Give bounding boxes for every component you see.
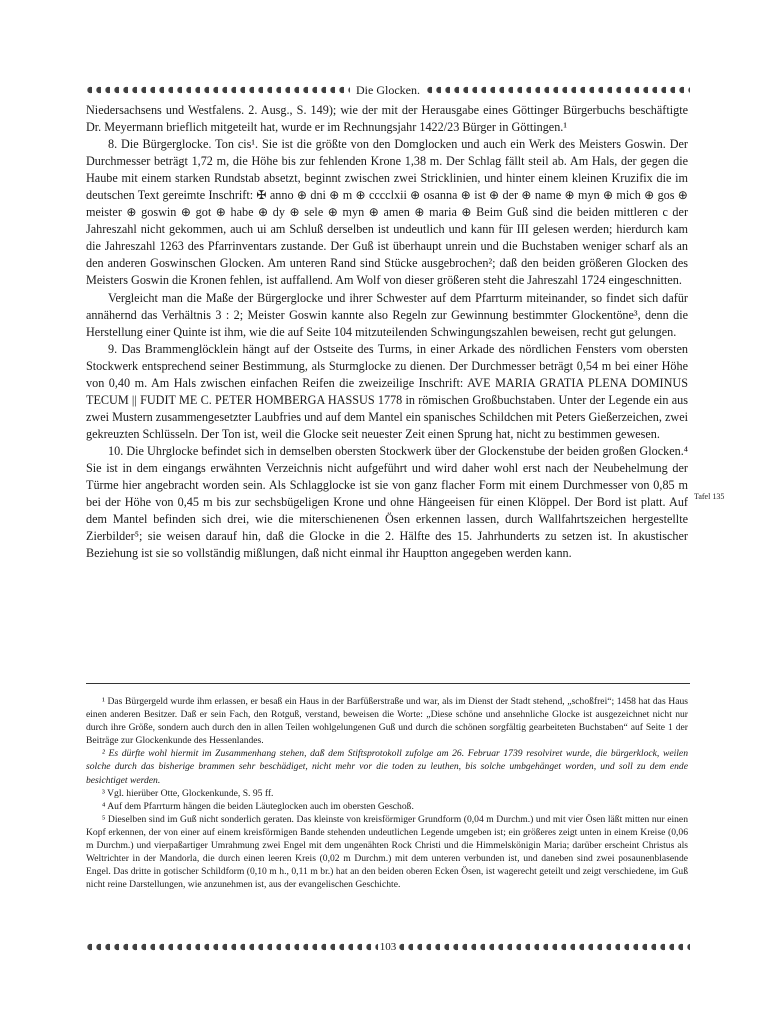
paragraph-buergerglocke: 8. Die Bürgerglocke. Ton cis¹. Sie ist die größte von den Domglocken und auch ein Werk des Meisters Goswin. Der Durchmesser beträgt 1,72 m, die Höhe bis zur fehlenden Krone 1,38 m. Der Schlag fällt steil ab. Am Hals, der gegen die Haube mit einem starken Rundstab absetzt, beginnt zwischen zwei Stricklinien, und hinter einem kleinen Kruzifix die im deutschen Text gereimte Inschrift: ✠ anno ⊕ dni ⊕ m ⊕ cccclxii ⊕ osanna ⊕ ist ⊕ der ⊕ name ⊕ myn ⊕ mich ⊕ gos ⊕ meister ⊕ goswin ⊕ got ⊕ habe ⊕ dy ⊕ sele ⊕ myn ⊕ amen ⊕ maria ⊕ Beim Guß sind die beiden mittleren c der Jahreszahl nicht gekommen, auch ui am Schluß derselben ist undeutlich und kann für III gelesen werden; hierdurch kam die Jahreszahl 1263 des Pfarrinventars zustande. Der Guß ist überhaupt unrein und die Buchstaben weniger scharf als an den anderen Goswinschen Glocken. Am unteren Rand sind Stücke ausgebrochen²; daß den beiden größeren Glocken des Meisters Goswin die Kronen fehlen, ist auffallend. Am Wolf von dieser größeren steht die Jahreszahl 1724 eingeschnitten.	[86, 137, 688, 288]
paragraph-continuation: Niedersachsens und Westfalens. 2. Ausg., S. 149); wie der mit der Herausgabe eines Göttinger Bürgerbuchs beschäftigte Dr. Meyermann brieflich mitgeteilt hat, wurde er im Rechnungsjahr 1422/23 Bürger in Göttingen.¹	[86, 103, 688, 135]
footer-ornament-right	[398, 942, 690, 952]
footnote-divider	[86, 683, 690, 684]
footnotes	[86, 695, 688, 891]
footer-ornament-left	[86, 942, 378, 952]
ornament-left	[86, 85, 350, 95]
paragraph-comparison: Vergleicht man die Maße der Bürgerglocke und ihrer Schwester auf dem Pfarrturm miteinander, so findet sich dafür annähernd das Verhältnis 3 : 2; Meister Goswin kannte also Regeln zur Gewinnung bestimmter Glockentöne³, denn die Herstellung einer Quinte ist ihm, wie die auf Seite 104 mitzuteilenden Schwingungszahlen beweisen, recht gut gelungen.	[86, 290, 688, 339]
running-footer	[86, 940, 690, 954]
footnote-1: ¹ Das Bürgergeld wurde ihm erlassen, er besaß ein Haus in der Barfüßerstraße und war, als im Dienst der Stadt stehend, „schoßfrei“; 1458 hat das Haus einen anderen Besitzer. Daß er sein Fach, den Rotguß, verstand, beweisen die Worte: „Diese schöne und ansehnliche Glocke ist ausgezeichnet nicht nur durch ihre Größe, sondern auch durch den in allen Teilen wohlgelungenen Guß und durch die schönen sorgfältig gearbeiteten Buchstaben“ auf Seite 1 der Beiträge zur Glockenkunde des Hessenlandes.	[86, 696, 688, 747]
page-number: 103	[379, 941, 397, 953]
ornament-right	[426, 85, 690, 95]
main-text	[86, 102, 688, 562]
running-header	[86, 80, 690, 100]
footnote-5: ⁵ Dieselben sind im Guß nicht sonderlich geraten. Das kleinste von kreisförmiger Grundform (0,04 m Durchm.) und mit vier Ösen läßt mitten nur einen Kopf erkennen, der von einer auf einem kreisförmigen Bande stehenden undeutlichen Legende umgeben ist; ein größeres zeigt unten in einem Kreise (0,06 m Durchm.) und vierpaßartiger Umrahmung zwei Engel mit dem ungenähten Rock Christi und die Himmelskönigin Maria; darüber erscheint Christus als Weltrichter in der Mandorla, die durch einen leeren Kreis (0,02 m Durchm.) mit dem unteren verbunden ist, und daneben sind zwei posaunenblasende Engel. Das dritte in gotischer Schildform (0,10 m h., 0,11 m br.) hat an den beiden oberen Ecken Ösen, ist wagerecht geteilt und zeigt verschiedene, im Guß nicht reine Darstellungen, wie anzunehmen ist, aus der evangelischen Geschichte.	[86, 813, 688, 891]
footnote-4: ⁴ Auf dem Pfarrturm hängen die beiden Läuteglocken auch im obersten Geschoß.	[102, 800, 414, 812]
paragraph-uhrglocke: 10. Die Uhrglocke befindet sich in demselben obersten Stockwerk über der Glockenstube der beiden großen Glocken.⁴ Sie ist in dem eingangs erwähnten Verzeichnis nicht aufgeführt und wird daher wohl erst nach der Neubehelmung der Türme hier angebracht worden sein. Als Schlagglocke ist sie von ganz flacher Form mit einem Durchmesser von 0,85 m bei der Höhe von 0,45 m bis zur sechsbügeligen Krone und ohne Hängeeisen für einen Klöppel. Der Bord ist platt. Auf dem Mantel befinden sich drei, wie die miterschienenen Ösen erkennen lassen, durch Wallfahrtszeichen hergestellte Zierbilder⁵; sie weisen darauf hin, daß die Glocke in die 2. Hälfte des 15. Jahrhunderts zu setzen ist. In akustischer Beziehung ist sie so vollständig mißlungen, daß nicht einmal ihr Hauptton angegeben werden kann.	[86, 443, 688, 561]
footnote-3: ³ Vgl. hierüber Otte, Glockenkunde, S. 95 ff.	[102, 787, 274, 799]
footnote-2: ² Es dürfte wohl hiermit im Zusammenhang stehen, daß dem Stiftsprotokoll zufolge am 26. Februar 1739 resolviret wurde, die bürgerklock, weilen solche durch das bisherige brammen sehr beschädiget, nicht mehr vor die toden zu leuthen, bis solche umbgehänget worden, und soll zu dem ende besichtiget werden.	[86, 748, 688, 786]
paragraph-brammengloecklein: 9. Das Brammenglöcklein hängt auf der Ostseite des Turms, in einer Arkade des nördlichen Fensters vom obersten Stockwerk entsprechend seiner Bestimmung, als Sturmglocke zu dienen. Der Durchmesser beträgt 0,54 m bei einer Höhe von 0,40 m. Am Hals zwischen einfachen Reifen die zweizeilige Inschrift: AVE MARIA GRATIA PLENA DOMINUS TECUM || FUDIT ME C. PETER HOMBERGA HASSUS 1778 in römischen Großbuchstaben. Unter der Legende ein aus zwei Mustern zusammengesetzter Laubfries und auf dem Mantel ein spanisches Schildchen mit Peters Gießerzeichen, zwei gekreuzten Schlüsseln. Der Ton ist, weil die Glocke seit neuester Zeit einen Sprung hat, nicht zu bestimmen gewesen.	[86, 341, 688, 441]
margin-note: Tafel 135	[694, 492, 725, 501]
header-title: Die Glocken.	[356, 82, 420, 97]
